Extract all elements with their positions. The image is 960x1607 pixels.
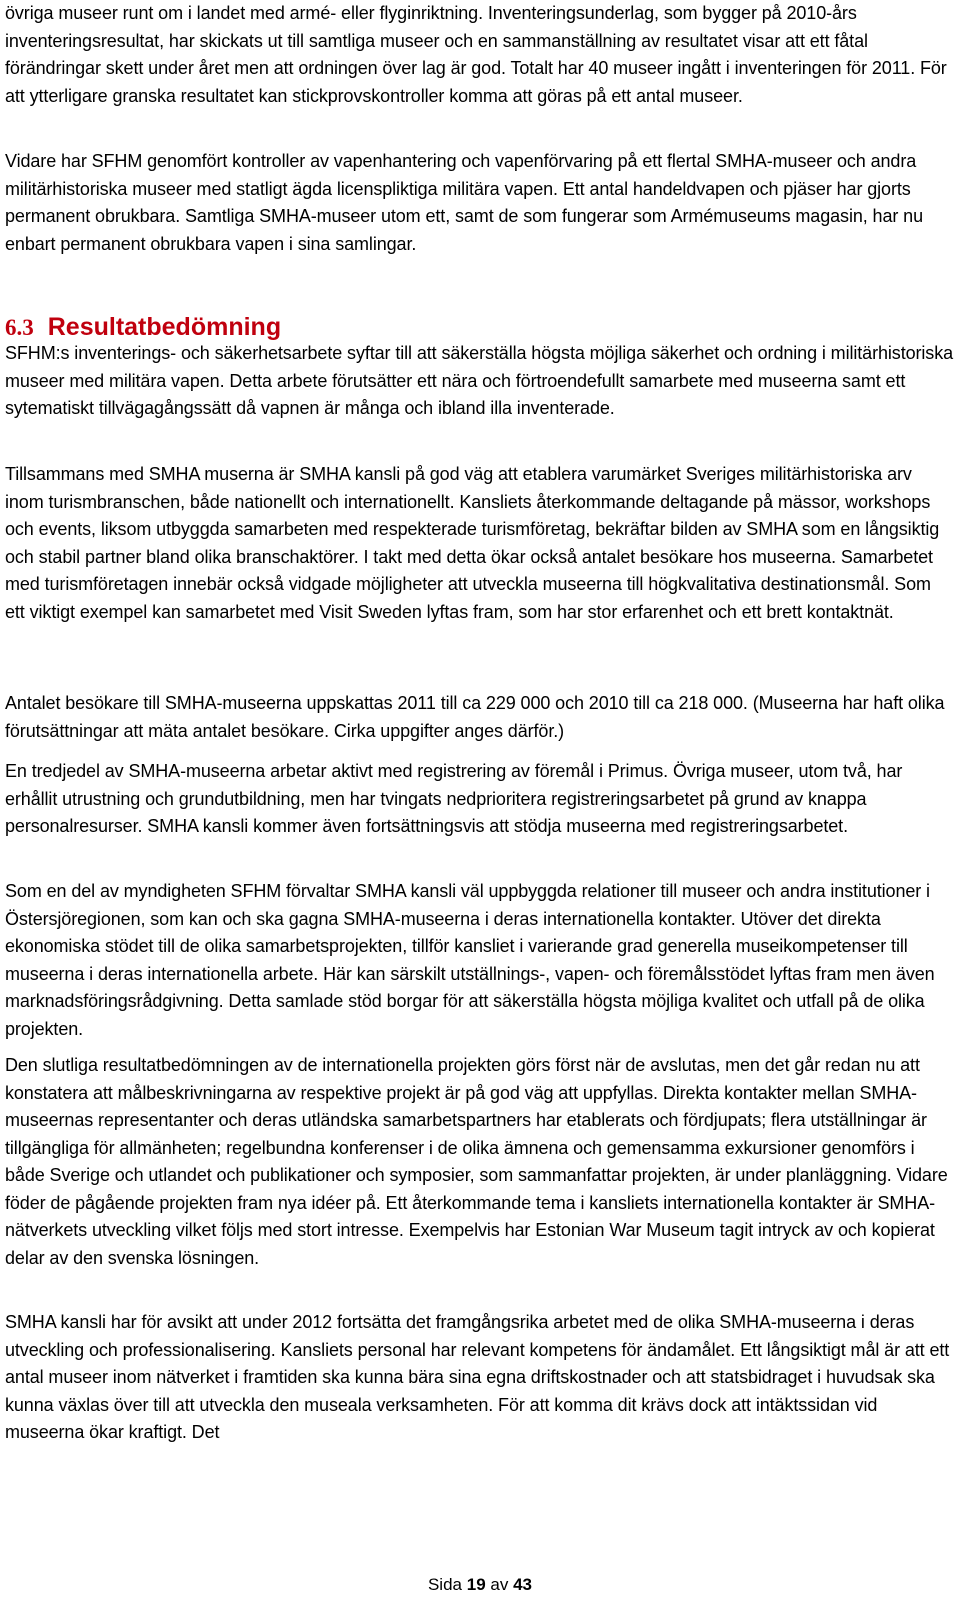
paragraph-primus-registration: En tredjedel av SMHA-museerna arbetar aktivt med registrering av föremål i Primus. Övriga museer, utom två, har erhållit utrustning och grundutbildning, men har tvingats nedprioritera registreringsarbetet på grund av knappa personalresurser. SMHA kansli kommer även fortsättningsvis att stödja museerna med registreringsarbetet.: [5, 761, 903, 836]
current-page-number: 19: [466, 1575, 486, 1594]
paragraph-weapon-controls: Vidare har SFHM genomfört kontroller av vapenhantering och vapenförvaring på ett flertal SMHA-museer och andra militärhistoriska museer med statligt ägda licenspliktiga militära vapen. Ett antal handeldvapen och pjäser har gjorts permanent obrukbara. Samtliga SMHA-museer utom ett, samt de som fungerar som Armémuseums magasin, har nu enbart permanent obrukbara vapen i sina samlingar.: [5, 151, 923, 254]
paragraph-plans-2012: SMHA kansli har för avsikt att under 2012 fortsätta det framgångsrika arbetet med de olika SMHA-museerna i deras utveckling och professionalisering. Kansliets personal har relevant kompetens för ändamålet. Ett långsiktigt mål är att ett antal museer inom nätverket i framtiden ska kunna bära sina egna driftskostnader och att statsbidraget i huvudsak ska kunna växlas över till att utveckla den museala verksamheten. För att komma dit krävs dock att intäktssidan vid museerna ökar kraftigt. Det: [5, 1312, 950, 1442]
page-separator: av: [490, 1575, 509, 1594]
paragraph-visitor-count: Antalet besökare till SMHA-museerna uppskattas 2011 till ca 229 000 och 2010 till ca 218 000. (Museerna har haft olika förutsättningar att mäta antalet besökare. Cirka uppgifter anges därför.): [5, 693, 945, 741]
section-number: 6.3: [5, 315, 34, 340]
paragraph-inventory-results: övriga museer runt om i landet med armé- eller flyginriktning. Inventeringsunderlag, som bygger på 2010-års inventeringsresultat, har skickats ut till samtliga museer och en sammanställning av resultatet visar att ett fåtal förändringar skett under året men att ordningen över lag är god. Totalt har 40 museer ingått i inventeringen för 2011. För att ytterligare granska resultatet kan stickprovskontroller komma att göras på ett antal museer.: [5, 3, 947, 106]
paragraph-security-work: SFHM:s inventerings- och säkerhetsarbete syftar till att säkerställa högsta möjliga säkerhet och ordning i militärhistoriska museer med militära vapen. Detta arbete förutsätter ett nära och förtroendefullt samarbete med museerna samt ett sytematiskt tillvägagångssätt då vapnen är många och ibland illa inventerade.: [5, 343, 954, 418]
page-footer: [0, 1574, 960, 1596]
paragraph-tourism-brand: Tillsammans med SMHA muserna är SMHA kansli på god väg att etablera varumärket Sveriges militärhistoriska arv inom turismbranschen, både nationellt och internationellt. Kansliets återkommande deltagande på mässor, workshops och events, liksom utbyggda samarbeten med respekterade turismföretag, bekräftar bilden av SMHA som en långsiktig och stabil partner bland olika branschaktörer. I takt med detta ökar också antalet besökare hos museerna. Samarbetet med turismföretagen innebär också vidgade möjligheter att utveckla museerna till högkvalitativa destinationsmål. Som ett viktigt exempel kan samarbetet med Visit Sweden lyftas fram, som har stor erfarenhet och ett brett kontaktnät.: [5, 464, 940, 622]
total-page-count: 43: [513, 1575, 533, 1594]
paragraph-baltic-relations: Som en del av myndigheten SFHM förvaltar SMHA kansli väl uppbyggda relationer till museer och andra institutioner i Östersjöregionen, som kan och ska gagna SMHA-museerna i deras internationella kontakter. Utöver det direkta ekonomiska stödet till de olika samarbetsprojekten, tillför kansliet i varierande grad generella museikompetenser till museerna i deras internationella arbete. Här kan särskilt utställnings-, vapen- och föremålsstödet lyftas fram men även marknadsföringsrådgivning. Detta samlade stöd borgar för att säkerställa högsta möjliga kvalitet och utfall på de olika projekten.: [5, 881, 935, 1039]
paragraph-international-projects: Den slutliga resultatbedömningen av de internationella projekten görs först när de avslutas, men det går redan nu att konstatera att målbeskrivningarna av respektive projekt är på god väg att uppfyllas. Direkta kontakter mellan SMHA-museernas representanter och deras utländska samarbetspartners har etablerats och fördjupats; flera utställningar är tillgängliga för allmänheten; regelbundna konferenser i de olika ämnena och gemensamma exkursioner genomförs i både Sverige och utlandet och publikationer och symposier, som sammanfattar projekten, är under planläggning. Vidare föder de pågående projekten fram nya idéer på. Ett återkommande tema i kansliets internationella kontakter är SMHA-nätverkets utveckling vilket följs med stort intresse. Exempelvis har Estonian War Museum tagit intryck av och kopierat delar av den svenska lösningen.: [5, 1055, 948, 1268]
page-label: Sida: [427, 1575, 462, 1594]
section-title: Resultatbedömning: [47, 313, 282, 341]
